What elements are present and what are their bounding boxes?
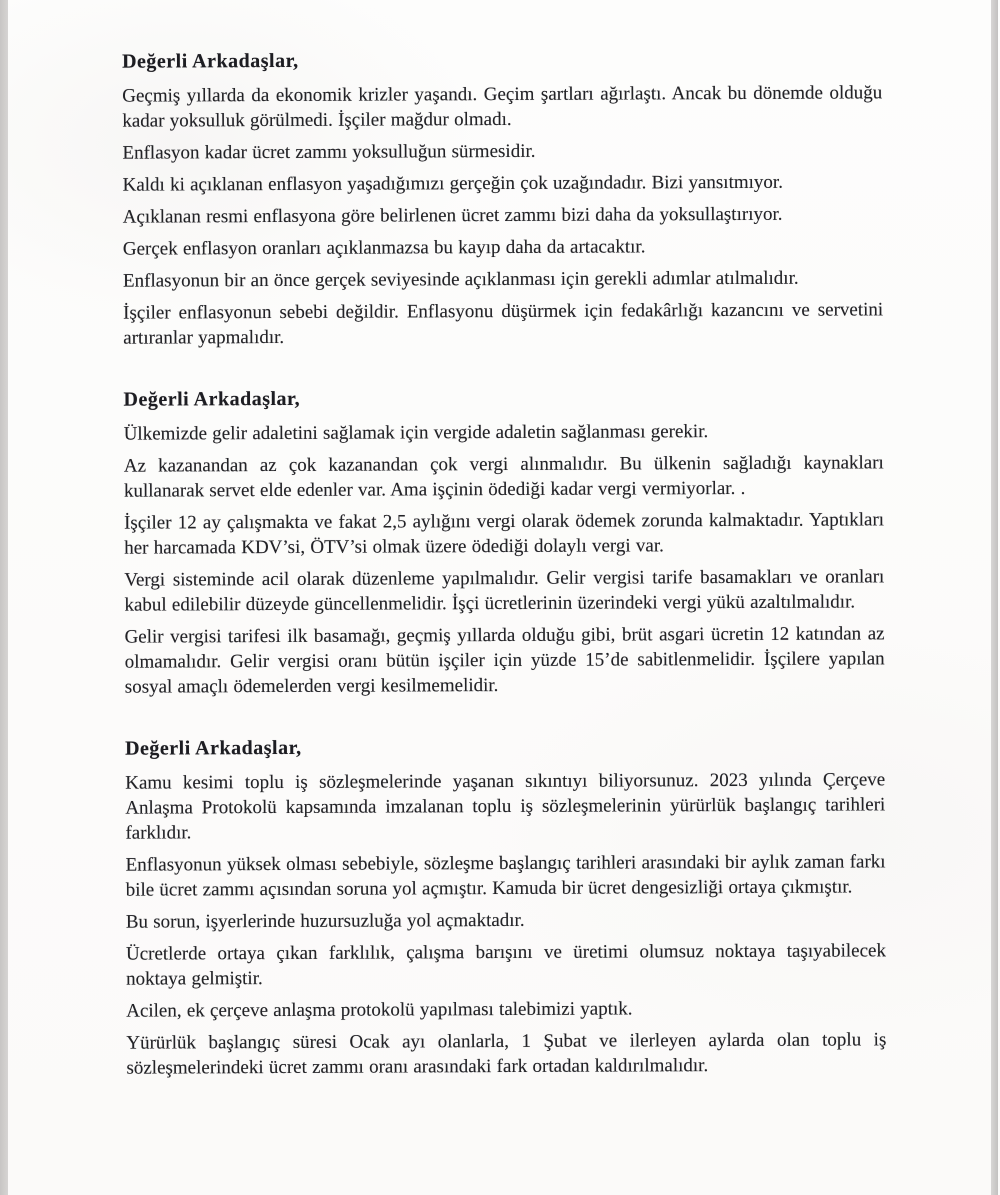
paragraph: Kaldı ki açıklanan enflasyon yaşadığımızı gerçeğin çok uzağındadır. Bizi yansıtmıyor.: [122, 171, 783, 196]
paragraph: İşçiler enflasyonun sebebi değildir. Enflasyonu düşürmek için fedakârlığı kazancını ve servetini artıranlar yapmalıdır.: [123, 299, 884, 349]
paragraph: Kamu kesimi toplu iş sözleşmelerinde yaşanan sıkıntıyı biliyorsunuz. 2023 yılında Çerçeve Anlaşma Protokolü kapsamında imzalanan toplu iş sözleşmelerinin yürürlük başlangıç tarihleri farklıdır.: [125, 769, 886, 844]
section-heading: Değerli Arkadaşlar,: [122, 49, 299, 73]
paragraph: Enflasyon kadar ücret zammı yoksulluğun sürmesidir.: [122, 140, 536, 164]
paragraph: Acilen, ek çerçeve anlaşma protokolü yapılması talebimizi yaptık.: [126, 998, 633, 1022]
paragraph: Geçmiş yıllarda da ekonomik krizler yaşandı. Geçim şartları ağırlaştı. Ancak bu dönemde olduğu kadar yoksulluk görülmedi. İşçiler mağdur olmadı.: [122, 82, 883, 132]
paragraph: Enflasyonun bir an önce gerçek seviyesinde açıklanması için gerekli adımlar atılmalıdır.: [122, 267, 799, 292]
screen-left-edge: [0, 0, 8, 1195]
document-section-2: [123, 384, 884, 699]
screen-right-edge: [991, 0, 998, 1195]
paragraph: Vergi sisteminde acil olarak düzenleme yapılmalıdır. Gelir vergisi tarife basamakları ve oranları kabul edilebilir düzeyde güncellenmelidir. İşçi ücretlerinin üzerindeki vergi yükü azaltılmalıdır.: [124, 566, 885, 616]
paragraph: Ücretlerde ortaya çıkan farklılık, çalışma barışını ve üretimi olumsuz noktaya taşıyabilecek noktaya gelmiştir.: [125, 940, 886, 990]
section-heading: Değerli Arkadaşlar,: [123, 387, 301, 411]
paragraph: İşçiler 12 ay çalışmakta ve fakat 2,5 aylığını vergi olarak ödemek zorunda kalmaktadır. Yaptıkları her harcamada KDV’si, ÖTV’si olmak üzere ödediği dolaylı vergi var.: [124, 509, 885, 559]
paragraph: Açıklanan resmi enflasyona göre belirlenen ücret zammı bizi daha da yoksullaştırıyor.: [122, 203, 783, 228]
section-heading: Değerli Arkadaşlar,: [125, 736, 302, 760]
paragraph: Az kazanandan az çok kazanandan çok vergi alınmalıdır. Bu ülkenin sağladığı kaynakları kullanarak servet elde edenler var. Ama işçinin ödediği kadar vergi vermiyorlar. .: [123, 452, 884, 502]
paragraph: Yürürlük başlangıç süresi Ocak ayı olanlarla, 1 Şubat ve ilerleyen aylarda olan toplu iş sözleşmelerindeki ücret zammı oranı arasındaki fark ortadan kaldırılmalıdır.: [126, 1029, 887, 1079]
paragraph: Gelir vergisi tarifesi ilk basamağı, geçmiş yıllarda olduğu gibi, brüt asgari ücretin 12 katından az olmamalıdır. Gelir vergisi oranı bütün işçiler için yüzde 15’de sabitlenmelidir. İşçilere yapılan sosyal amaçlı ödemelerden vergi kesilmemelidir.: [124, 623, 885, 698]
paragraph: Enflasyonun yüksek olması sebebiyle, sözleşme başlangıç tarihleri arasındaki bir aylık zaman farkı bile ücret zammı açısından soruna yol açmıştır. Kamuda bir ücret dengesizliği ortaya çıkmıştır.: [125, 851, 886, 901]
paragraph: Bu sorun, işyerlerinde huzursuzluğa yol açmaktadır.: [125, 909, 525, 933]
paragraph: Ülkemizde gelir adaletini sağlamak için vergide adaletin sağlanması gerekir.: [123, 421, 709, 445]
document-section-1: [122, 46, 883, 350]
document-page: [122, 46, 887, 1087]
paragraph: Gerçek enflasyon oranları açıklanmazsa bu kayıp daha da artacaktır.: [122, 236, 646, 260]
document-section-3: [125, 733, 886, 1080]
